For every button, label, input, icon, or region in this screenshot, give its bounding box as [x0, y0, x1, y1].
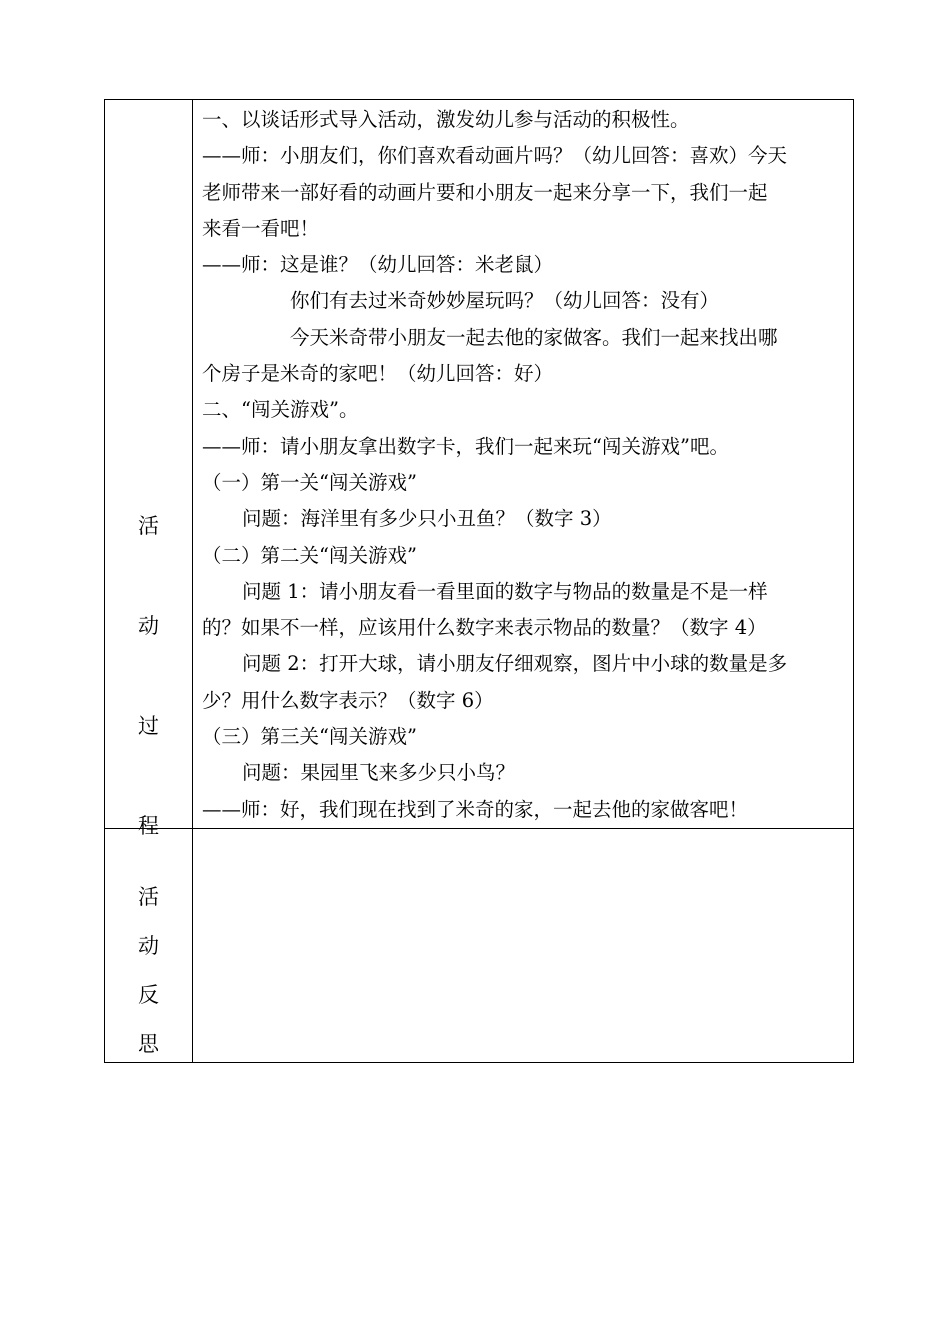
process-text-line: 问题：果园里飞来多少只小鸟？ [242, 761, 516, 785]
process-text-line: （二）第二关“闯关游戏” [202, 543, 417, 567]
process-text-line: 的？如果不一样，应该用什么数字来表示物品的数量？（数字 4） [202, 616, 767, 640]
label-char: 动 [138, 934, 159, 959]
process-text-line: ——师：小朋友们，你们喜欢看动画片吗？（幼儿回答：喜欢）今天 [202, 144, 788, 168]
process-text-line: 问题 2：打开大球，请小朋友仔细观察，图片中小球的数量是多 [242, 652, 788, 676]
process-text-line: 二、“闯关游戏”。 [202, 398, 359, 422]
process-text-line: 一、以谈话形式导入活动，激发幼儿参与活动的积极性。 [202, 108, 690, 131]
activity-process-row [105, 100, 854, 829]
label-char: 反 [138, 983, 159, 1008]
process-text-line: 少？用什么数字表示？（数字 6） [202, 688, 494, 712]
activity-reflection-content-cell[interactable] [193, 828, 854, 1062]
process-text-line: ——师：好，我们现在找到了米奇的家，一起去他的家做客吧！ [202, 797, 749, 821]
label-char: 动 [138, 613, 159, 638]
process-text-line: 今天米奇带小朋友一起去他的家做客。我们一起来找出哪 [290, 325, 778, 349]
process-text-line: 来看一看吧！ [202, 216, 320, 240]
process-text-line: （一）第一关“闯关游戏” [202, 470, 417, 494]
label-char: 活 [138, 513, 159, 538]
process-text-line: 问题 1：请小朋友看一看里面的数字与物品的数量是不是一样 [242, 579, 768, 603]
process-text-line: ——师：请小朋友拿出数字卡，我们一起来玩“闯关游戏”吧。 [202, 434, 729, 458]
process-text-line: 问题：海洋里有多少只小丑鱼？（数字 3） [242, 507, 612, 531]
process-text-line: 个房子是米奇的家吧！（幼儿回答：好） [202, 362, 554, 386]
activity-process-label-cell [105, 100, 193, 838]
label-char: 活 [138, 885, 159, 910]
label-char: 程 [138, 813, 159, 838]
label-char: 过 [138, 713, 159, 738]
label-char: 思 [138, 1032, 159, 1057]
process-text-line: （三）第三关“闯关游戏” [202, 725, 417, 749]
activity-process-content-cell [193, 100, 854, 829]
process-text-line: ——师：这是谁？（幼儿回答：米老鼠） [202, 253, 554, 277]
process-text-line: 你们有去过米奇妙妙屋玩吗？（幼儿回答：没有） [290, 289, 720, 313]
activity-process-text [193, 100, 853, 828]
activity-reflection-row [105, 828, 854, 1062]
lesson-plan-table [104, 99, 854, 1063]
lesson-plan-sheet [104, 99, 853, 1063]
process-text-line: 老师带来一部好看的动画片要和小朋友一起来分享一下，我们一起 [202, 180, 768, 204]
